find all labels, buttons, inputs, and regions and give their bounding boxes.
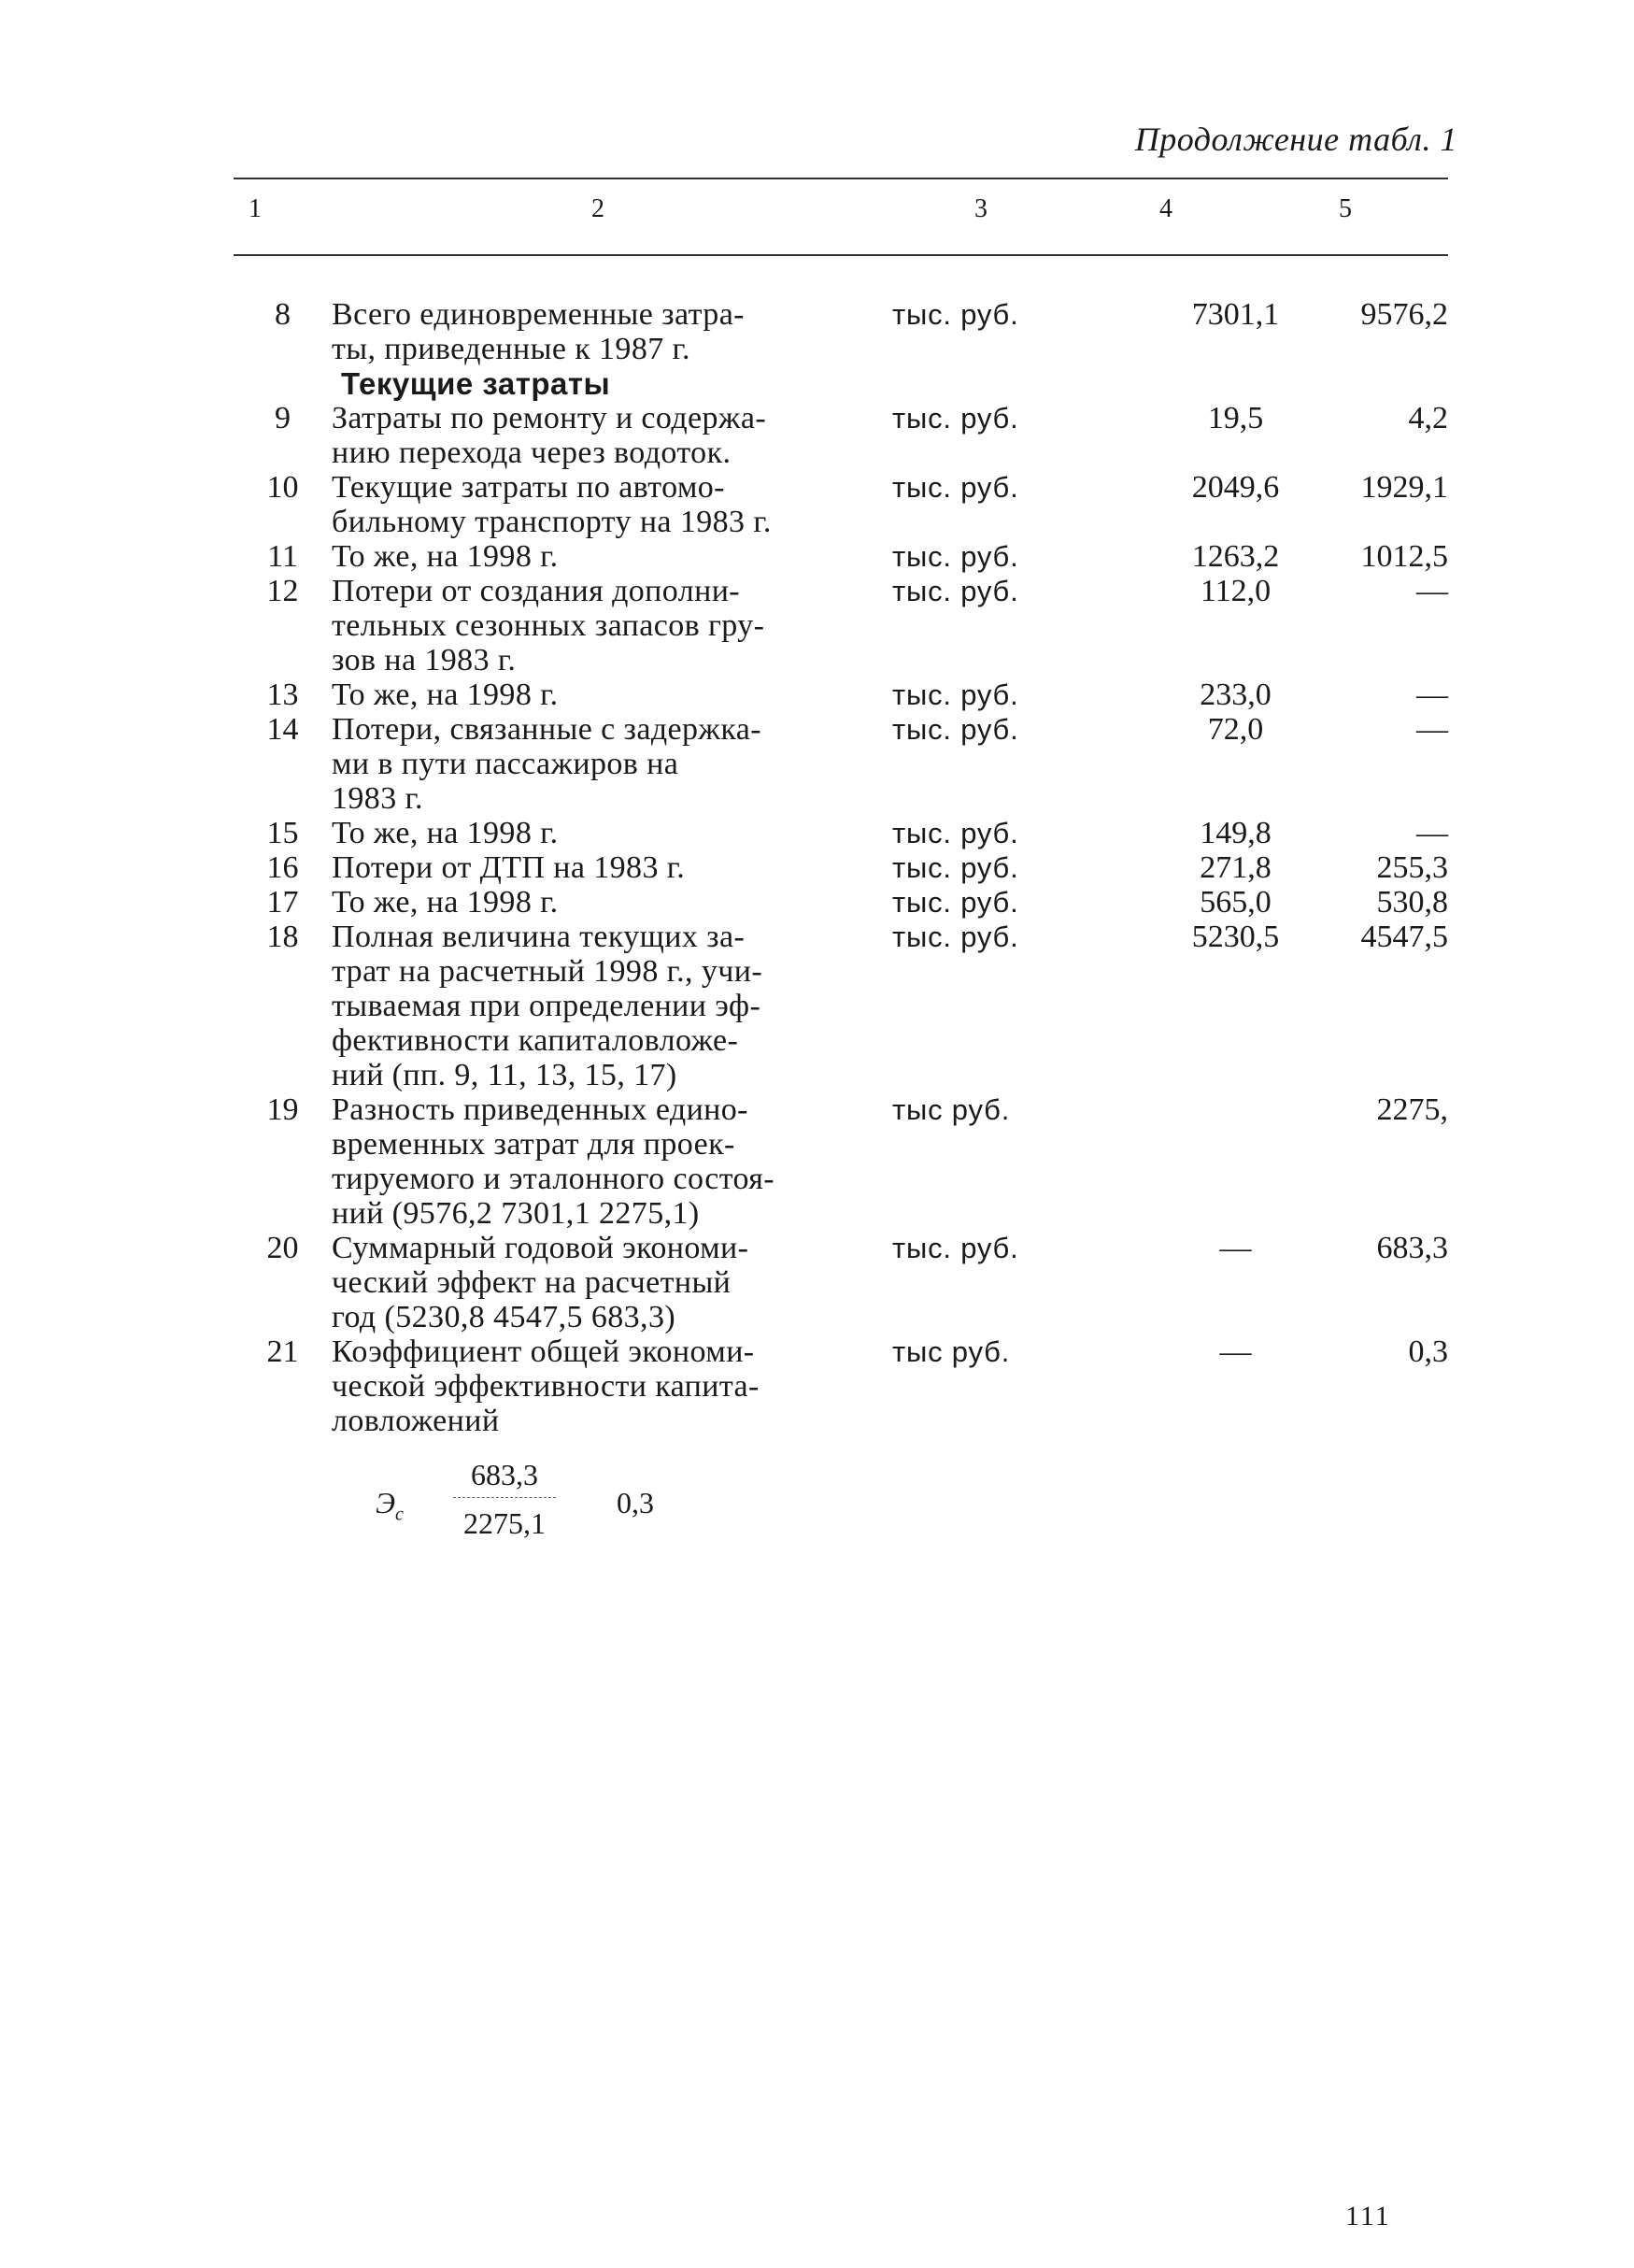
- row-description-cell: Всего единовременные затра- ты, приведенные к 1987 г.: [332, 297, 745, 366]
- row-value-col4-cell: —: [1219, 1334, 1252, 1369]
- row-number-cell: 14: [266, 712, 299, 747]
- row-value-col4-cell: 1263,2: [1191, 539, 1280, 574]
- row-value-col4-cell: 271,8: [1200, 850, 1272, 885]
- row-unit-cell: тыс руб.: [892, 1335, 1011, 1368]
- row-number-cell: 15: [266, 816, 299, 850]
- row-description-cell: Текущие затраты по автомо- бильному транспорту на 1983 г.: [332, 470, 772, 539]
- row-value-col5-cell: 4547,5: [1360, 920, 1448, 954]
- row-number-cell: 18: [266, 920, 299, 954]
- row-value-col5-cell: 0,3: [1408, 1334, 1448, 1369]
- row-number-cell: 16: [266, 850, 299, 885]
- row-number-cell: 11: [267, 539, 298, 574]
- row-number-cell: 10: [266, 470, 299, 505]
- row-value-col5-cell: 683,3: [1376, 1231, 1448, 1265]
- row-description-cell: Затраты по ремонту и содержа- нию перехода через водоток.: [332, 401, 767, 470]
- row-description-cell: То же, на 1998 г.: [332, 885, 559, 920]
- row-value-col5-cell: 1929,1: [1360, 470, 1448, 505]
- table-row: [234, 401, 1448, 470]
- row-description-cell: Полная величина текущих за- трат на расчетный 1998 г., учи- тываемая при определении эф- фективности капиталовложе- ний (пп. 9, 11, 13, 15, 17): [332, 920, 763, 1092]
- row-value-col5-cell: 2275,: [1376, 1092, 1448, 1127]
- row-unit-cell: тыс. руб.: [892, 1232, 1019, 1264]
- table-subheading: Текущие затраты: [341, 366, 611, 401]
- table-body: [234, 297, 1448, 1438]
- table-row: [234, 920, 1448, 1092]
- row-unit-cell: тыс. руб.: [892, 402, 1019, 435]
- row-value-col4-cell: 112,0: [1200, 574, 1272, 608]
- formula-numerator: 683,3: [471, 1458, 538, 1491]
- row-unit-cell: тыс. руб.: [892, 298, 1019, 331]
- table-header-rule: [234, 254, 1448, 256]
- row-value-col5-cell: 9576,2: [1360, 297, 1448, 332]
- row-description-cell: Потери от создания дополни- тельных сезонных запасов гру- зов на 1983 г.: [332, 574, 765, 678]
- row-value-col5-cell: —: [1416, 712, 1448, 747]
- row-value-col5-cell: 530,8: [1376, 885, 1448, 920]
- row-number-cell: 9: [275, 401, 291, 435]
- row-number-cell: 12: [266, 574, 299, 608]
- row-value-col4-cell: 565,0: [1200, 885, 1272, 920]
- table-row: [234, 297, 1448, 366]
- table-row: [234, 712, 1448, 816]
- column-header-3: 3: [974, 194, 988, 223]
- column-header-5: 5: [1339, 194, 1352, 223]
- row-number-cell: 20: [266, 1231, 299, 1265]
- formula-denominator: 2275,1: [463, 1506, 546, 1540]
- table-row: [234, 885, 1448, 920]
- column-header-1: 1: [249, 194, 262, 223]
- column-header-4: 4: [1159, 194, 1172, 223]
- row-unit-cell: тыс руб.: [892, 1093, 1011, 1126]
- table-row: [234, 850, 1448, 885]
- row-description-cell: То же, на 1998 г.: [332, 539, 559, 574]
- row-unit-cell: тыс. руб.: [892, 540, 1019, 573]
- row-unit-cell: тыс. руб.: [892, 575, 1019, 607]
- row-description-cell: Суммарный годовой экономи- ческий эффект на расчетный год (5230,8 4547,5 683,3): [332, 1231, 749, 1334]
- row-number-cell: 17: [266, 885, 299, 920]
- row-value-col4-cell: 149,8: [1200, 816, 1272, 850]
- table-top-rule: [234, 178, 1448, 179]
- table-row: [234, 470, 1448, 539]
- table-row: [234, 1231, 1448, 1334]
- formula-fraction-bar: [453, 1497, 556, 1498]
- row-description-cell: Потери от ДТП на 1983 г.: [332, 850, 686, 885]
- table-row: [234, 816, 1448, 850]
- table-row: [234, 678, 1448, 712]
- table-continuation-label: Продолжение табл. 1: [1134, 121, 1457, 158]
- page-number: 111: [1345, 2201, 1391, 2232]
- row-number-cell: 19: [266, 1092, 299, 1127]
- table-row: [234, 539, 1448, 574]
- row-value-col5-cell: 4,2: [1408, 401, 1448, 435]
- row-description-cell: Разность приведенных едино- временных затрат для проек- тируемого и эталонного состоя- ний (9576,2 7301,1 2275,1): [332, 1092, 775, 1231]
- row-unit-cell: тыс. руб.: [892, 713, 1019, 746]
- table-row: [234, 574, 1448, 678]
- row-value-col5-cell: 255,3: [1376, 850, 1448, 885]
- row-description-cell: То же, на 1998 г.: [332, 816, 559, 850]
- row-unit-cell: тыс. руб.: [892, 886, 1019, 919]
- row-number-cell: 21: [266, 1334, 299, 1369]
- row-description-cell: То же, на 1998 г.: [332, 678, 559, 712]
- row-description-cell: Коэффициент общей экономи- ческой эффективности капита- ловложений: [332, 1334, 760, 1438]
- table-row: [234, 1092, 1448, 1231]
- row-number-cell: 8: [275, 297, 291, 332]
- row-description-cell: Потери, связанные с задержка- ми в пути пассажиров на 1983 г.: [332, 712, 761, 816]
- row-value-col4-cell: 233,0: [1200, 678, 1272, 712]
- row-value-col4-cell: 19,5: [1207, 401, 1264, 435]
- efficiency-formula: [364, 1458, 738, 1561]
- row-number-cell: 13: [266, 678, 299, 712]
- row-unit-cell: тыс. руб.: [892, 920, 1019, 953]
- formula-result: 0,3: [617, 1486, 654, 1519]
- row-value-col5-cell: —: [1416, 816, 1448, 850]
- row-value-col4-cell: 5230,5: [1191, 920, 1280, 954]
- row-value-col4-cell: —: [1219, 1231, 1252, 1265]
- row-value-col5-cell: —: [1416, 574, 1448, 608]
- formula-symbol: $Э_с$: [376, 1486, 404, 1525]
- row-value-col5-cell: —: [1416, 678, 1448, 712]
- row-unit-cell: тыс. руб.: [892, 678, 1019, 711]
- row-unit-cell: тыс. руб.: [892, 851, 1019, 884]
- row-value-col5-cell: 1012,5: [1360, 539, 1448, 574]
- row-unit-cell: тыс. руб.: [892, 817, 1019, 849]
- column-header-2: 2: [591, 194, 604, 223]
- row-value-col4-cell: 2049,6: [1191, 470, 1280, 505]
- row-value-col4-cell: 7301,1: [1191, 297, 1280, 332]
- row-value-col4-cell: [1163, 1092, 1308, 1231]
- row-value-col4-cell: 72,0: [1207, 712, 1264, 747]
- row-unit-cell: тыс. руб.: [892, 471, 1019, 504]
- table-row: [234, 1334, 1448, 1438]
